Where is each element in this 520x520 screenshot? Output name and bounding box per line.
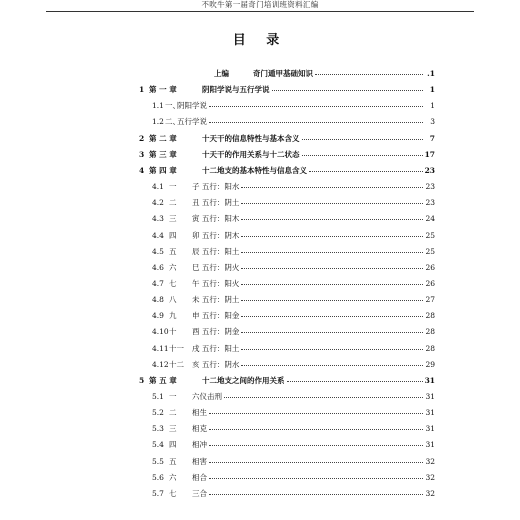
toc-leader-dots	[241, 236, 423, 237]
toc-entry-number: 4.9	[152, 311, 164, 320]
toc-entry-label: 相克	[192, 424, 207, 433]
toc-entry-number: 4	[139, 166, 145, 175]
toc-entry[interactable]	[0, 133, 520, 145]
toc-entry-number: 5	[139, 376, 145, 385]
toc-entry-page: 25	[425, 247, 435, 256]
toc-entry-chapter: 上编	[214, 69, 229, 78]
toc-entry-label: 阴阳学说	[177, 101, 207, 110]
toc-entry-number: 3	[139, 150, 145, 159]
toc-leader-dots	[241, 252, 423, 253]
toc-entry[interactable]	[0, 472, 520, 484]
running-header: 不吹牛第一届奇门培训班资料汇编	[201, 0, 319, 9]
toc-entry-number: 4.10	[152, 327, 169, 336]
toc-entry-page: 29	[425, 360, 435, 369]
toc-leader-dots	[241, 332, 423, 333]
toc-entry-label: 巳 五行：阴火	[192, 263, 240, 272]
toc-entry[interactable]	[0, 246, 520, 258]
toc-entry-label: 三合	[192, 489, 207, 498]
toc-leader-dots	[315, 74, 423, 75]
toc-entry[interactable]	[0, 343, 520, 355]
toc-entry-label: 十二地支的基本特性与信息含义	[202, 166, 307, 175]
header-rule	[46, 11, 474, 12]
toc-entry-chapter: 第 一 章	[149, 85, 177, 94]
toc-entry-label: 子 五行：阳水	[192, 182, 240, 191]
toc-entry-number: 1.1	[152, 101, 164, 110]
toc-entry-label: 未 五行：阴土	[192, 295, 240, 304]
toc-entry-page: 26	[425, 263, 435, 272]
toc-entry-page: 24	[425, 214, 435, 223]
toc-leader-dots	[209, 462, 423, 463]
toc-entry[interactable]	[0, 488, 520, 500]
toc-entry-number: 5.1	[152, 392, 164, 401]
toc-entry[interactable]	[0, 456, 520, 468]
toc-leader-dots	[302, 139, 423, 140]
toc-entry-chapter: 七	[169, 489, 177, 498]
toc-entry[interactable]	[0, 149, 520, 161]
toc-entry[interactable]	[0, 181, 520, 193]
toc-entry-chapter: 二	[169, 408, 177, 417]
toc-entry-number: 5.2	[152, 408, 164, 417]
toc-entry-chapter: 八	[169, 295, 177, 304]
toc-entry-page: .1	[427, 69, 435, 78]
toc-leader-dots	[241, 300, 423, 301]
toc-entry-label: 十天干的信息特性与基本含义	[202, 134, 300, 143]
toc-entry-chapter: 一	[169, 392, 177, 401]
toc-leader-dots	[224, 397, 423, 398]
toc-entry-number: 5.5	[152, 457, 164, 466]
toc-title	[0, 34, 520, 48]
toc-leader-dots	[241, 349, 423, 350]
toc-leader-dots	[209, 445, 423, 446]
toc-entry-label: 寅 五行：阳木	[192, 214, 240, 223]
toc-entry-label: 丑 五行：阴土	[192, 198, 240, 207]
toc-entry-label: 十二地支之间的作用关系	[202, 376, 285, 385]
toc-entry-number: 1	[139, 85, 145, 94]
toc-leader-dots	[241, 284, 423, 285]
toc-entry-number: 2	[139, 134, 145, 143]
toc-entry[interactable]	[0, 439, 520, 451]
toc-entry[interactable]	[0, 359, 520, 371]
toc-entry-label: 午 五行：阳火	[192, 279, 240, 288]
toc-entry-chapter: 二	[169, 198, 177, 207]
toc-entry-page: 27	[425, 295, 435, 304]
toc-entry-number: 4.6	[152, 263, 164, 272]
toc-leader-dots	[272, 90, 423, 91]
toc-leader-dots	[209, 413, 423, 414]
toc-entry-chapter: 六	[169, 263, 177, 272]
toc-entry[interactable]	[0, 375, 520, 387]
toc-entry-chapter: 第 四 章	[149, 166, 177, 175]
toc-entry-page: 31	[425, 392, 435, 401]
toc-entry-label: 五行学说	[177, 117, 207, 126]
toc-entry[interactable]	[0, 213, 520, 225]
toc-entry-number: 4.11	[152, 344, 169, 353]
toc-entry-label: 相害	[192, 457, 207, 466]
toc-leader-dots	[209, 429, 423, 430]
toc-entry[interactable]	[0, 116, 520, 128]
toc-entry-chapter: 六	[169, 473, 177, 482]
toc-entry-chapter: 三	[169, 424, 177, 433]
toc-entry-number: 4.4	[152, 231, 164, 240]
toc-entry-number: 5.6	[152, 473, 164, 482]
toc-entry-page: 1	[430, 101, 435, 110]
toc-entry-page: 17	[424, 150, 435, 159]
toc-entry[interactable]	[0, 197, 520, 209]
toc-entry-page: 32	[425, 457, 435, 466]
toc-entry[interactable]	[0, 423, 520, 435]
toc-entry-label: 卯 五行：阴木	[192, 231, 240, 240]
toc-entry[interactable]	[0, 84, 520, 96]
toc-entry[interactable]	[0, 294, 520, 306]
toc-entry-page: 7	[429, 134, 435, 143]
toc-entry-label: 阴阳学说与五行学说	[202, 85, 270, 94]
toc-entry-label: 相合	[192, 473, 207, 482]
toc-entry-page: 32	[425, 473, 435, 482]
toc-entry-chapter: 七	[169, 279, 177, 288]
toc-entry-number: 4.2	[152, 198, 164, 207]
toc-entry-page: 23	[424, 166, 435, 175]
toc-entry-label: 酉 五行：阴金	[192, 327, 240, 336]
toc-entry-page: 28	[425, 344, 435, 353]
toc-entry[interactable]	[0, 165, 520, 177]
toc-entry-chapter: 九	[169, 311, 177, 320]
toc-entry-chapter: 四	[169, 231, 177, 240]
toc-entry-chapter: 第 二 章	[149, 134, 177, 143]
toc-entry-label: 戌 五行：阳土	[192, 344, 240, 353]
toc-entry-number: 5.7	[152, 489, 164, 498]
toc-entry-chapter: 十	[169, 327, 177, 336]
toc-entry-chapter: 四	[169, 440, 177, 449]
toc-entry[interactable]	[0, 230, 520, 242]
toc-entry[interactable]	[0, 278, 520, 290]
toc-entry-page: 23	[425, 198, 435, 207]
toc-entry-number: 5.3	[152, 424, 164, 433]
toc-leader-dots	[241, 203, 423, 204]
toc-entry-label: 申 五行：阳金	[192, 311, 240, 320]
toc-leader-dots	[209, 106, 423, 107]
toc-entry[interactable]	[0, 326, 520, 338]
toc-entry-chapter: 五	[169, 247, 177, 256]
toc-entry-chapter: 二、	[165, 117, 180, 126]
toc-entry-number: 4.12	[152, 360, 169, 369]
toc-entry[interactable]	[0, 68, 520, 80]
toc-entry-label: 亥 五行：阴水	[192, 360, 240, 369]
toc-entry[interactable]	[0, 407, 520, 419]
toc-leader-dots	[209, 122, 423, 123]
toc-entry-page: 3	[430, 117, 435, 126]
toc-entry-chapter: 十一	[169, 344, 184, 353]
toc-entry-chapter: 第 五 章	[149, 376, 177, 385]
toc-leader-dots	[302, 155, 423, 156]
toc-entry-page: 31	[425, 424, 435, 433]
toc-entry-number: 1.2	[152, 117, 164, 126]
toc-leader-dots	[309, 171, 423, 172]
toc-entry-chapter: 十二	[169, 360, 184, 369]
toc-entry-page: 31	[425, 408, 435, 417]
toc-entry-label: 辰 五行：阳土	[192, 247, 240, 256]
toc-entry-label: 相冲	[192, 440, 207, 449]
toc-leader-dots	[241, 268, 423, 269]
toc-entry-page: 23	[425, 182, 435, 191]
toc-entry[interactable]	[0, 310, 520, 322]
toc-leader-dots	[209, 478, 423, 479]
toc-leader-dots	[241, 316, 423, 317]
toc-leader-dots	[209, 494, 423, 495]
toc-entry-number: 5.4	[152, 440, 164, 449]
toc-entry-page: 25	[425, 231, 435, 240]
toc-entry[interactable]	[0, 100, 520, 112]
toc-entry-label: 六仪击刑	[192, 392, 222, 401]
toc-entry-chapter: 一	[169, 182, 177, 191]
toc-entry-chapter: 一、	[165, 101, 180, 110]
toc-leader-dots	[241, 219, 423, 220]
toc-entry-chapter: 三	[169, 214, 177, 223]
toc-entry-chapter: 第 三 章	[149, 150, 177, 159]
toc-leader-dots	[287, 381, 423, 382]
toc-title-text: 目 录	[232, 33, 288, 48]
toc-entry-number: 4.7	[152, 279, 164, 288]
toc-entry-page: 31	[424, 376, 435, 385]
toc-entry[interactable]	[0, 391, 520, 403]
toc-entry-label: 十天干的作用关系与十二状态	[202, 150, 300, 159]
toc-entry[interactable]	[0, 262, 520, 274]
toc-entry-page: 31	[425, 440, 435, 449]
toc-entry-page: 26	[425, 279, 435, 288]
toc-entry-page: 28	[425, 311, 435, 320]
toc-leader-dots	[241, 365, 423, 366]
toc-entry-number: 4.1	[152, 182, 164, 191]
toc-leader-dots	[241, 187, 423, 188]
toc-entry-number: 4.8	[152, 295, 164, 304]
toc-entry-number: 4.3	[152, 214, 164, 223]
toc-entry-page: 32	[425, 489, 435, 498]
toc-entry-label: 相生	[192, 408, 207, 417]
toc-entry-page: 1	[429, 85, 435, 94]
toc-entry-number: 4.5	[152, 247, 164, 256]
toc-entry-label: 奇门遁甲基础知识	[253, 69, 313, 78]
toc-entry-page: 28	[425, 327, 435, 336]
toc-entry-chapter: 五	[169, 457, 177, 466]
